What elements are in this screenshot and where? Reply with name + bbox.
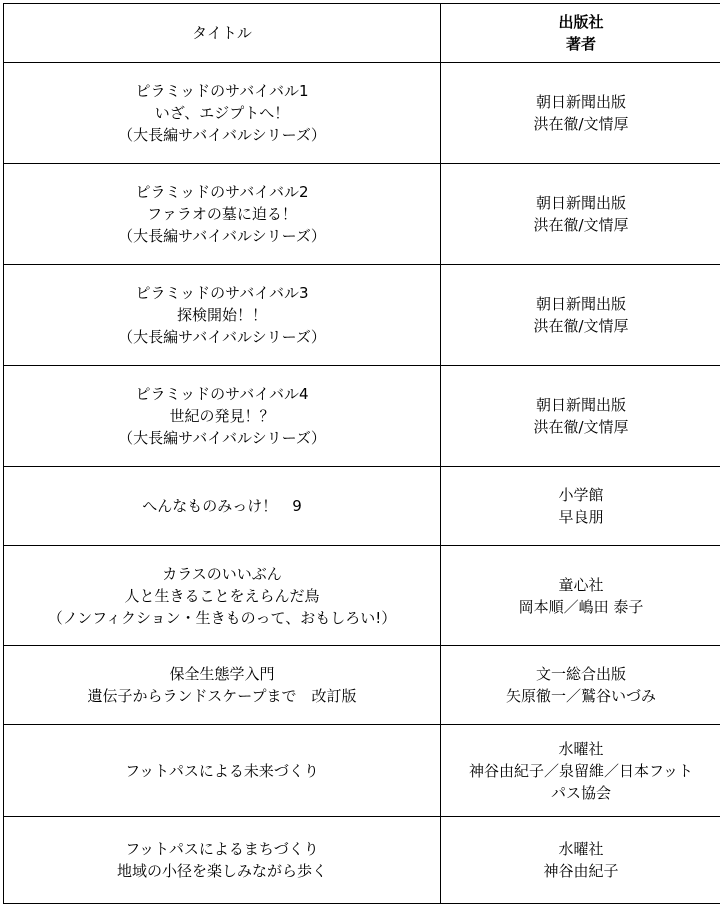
title-line: へんなものみっけ！ 9 <box>142 497 302 515</box>
publisher-author-cell <box>441 817 720 904</box>
title-line: ピラミッドのサバイバル2 <box>135 183 309 201</box>
title-line: ファラオの墓に迫る！ <box>147 205 297 223</box>
title-cell <box>4 265 441 366</box>
title-line: 保全生態学入門 <box>169 665 275 683</box>
table-row <box>4 366 720 467</box>
author-line: 洪在徹/文情厚 <box>533 216 629 234</box>
title-line: いざ、エジプトへ！ <box>154 104 290 122</box>
publisher-author-cell <box>441 164 720 265</box>
table-row <box>4 817 720 904</box>
author-line: パス協会 <box>550 783 611 802</box>
publisher-author-cell <box>441 265 720 366</box>
title-line: （大長編サバイバルシリーズ） <box>118 227 326 245</box>
header-publisher-label: 出版社 <box>558 13 604 31</box>
publisher-author-cell <box>441 546 720 646</box>
title-line: カラスのいいぶん <box>162 564 282 583</box>
publisher-author-cell <box>441 63 720 164</box>
publisher-name: 水曜社 <box>558 739 604 758</box>
title-cell <box>4 366 441 467</box>
title-cell <box>4 467 441 546</box>
title-line: ピラミッドのサバイバル1 <box>135 82 309 100</box>
header-title-cell <box>4 4 441 63</box>
title-line: ピラミッドのサバイバル3 <box>135 284 309 302</box>
header-title-label: タイトル <box>192 24 252 42</box>
title-cell <box>4 63 441 164</box>
table-row <box>4 546 720 646</box>
author-line: 洪在徹/文情厚 <box>533 317 629 335</box>
author-line: 洪在徹/文情厚 <box>533 115 629 133</box>
author-line: 神谷由紀子／泉留維／日本フット <box>469 761 693 780</box>
table-row <box>4 164 720 265</box>
title-line: フットパスによる未来づくり <box>125 761 319 780</box>
publisher-author-cell <box>441 467 720 546</box>
title-cell <box>4 817 441 904</box>
title-line: （大長編サバイバルシリーズ） <box>118 126 326 144</box>
title-cell <box>4 546 441 646</box>
title-cell <box>4 725 441 817</box>
publisher-name: 朝日新聞出版 <box>535 396 626 414</box>
publisher-name: 文一総合出版 <box>535 665 626 683</box>
table-row <box>4 646 720 725</box>
author-line: 神谷由紀子 <box>543 862 619 880</box>
publisher-author-cell <box>441 646 720 725</box>
title-cell <box>4 646 441 725</box>
title-line: フットパスによるまちづくり <box>125 840 319 858</box>
header-author-label: 著者 <box>565 35 596 53</box>
title-line: 探検開始！！ <box>176 306 267 324</box>
header-publisher-cell <box>441 4 720 63</box>
table-row <box>4 63 720 164</box>
title-line: ピラミッドのサバイバル4 <box>135 385 309 403</box>
title-line: 人と生きることをえらんだ鳥 <box>124 586 320 605</box>
title-line: （大長編サバイバルシリーズ） <box>118 429 326 447</box>
publisher-author-cell <box>441 366 720 467</box>
publisher-name: 小学館 <box>558 486 604 504</box>
table-row <box>4 725 720 817</box>
author-line: 洪在徹/文情厚 <box>533 418 629 436</box>
publisher-name: 水曜社 <box>558 840 604 858</box>
book-list-table <box>3 3 720 904</box>
title-line: 遺伝子からランドスケープまで 改訂版 <box>87 687 357 705</box>
title-cell <box>4 164 441 265</box>
title-line: （大長編サバイバルシリーズ） <box>118 328 326 346</box>
title-line: 世紀の発見！？ <box>169 407 275 425</box>
table-row <box>4 265 720 366</box>
publisher-name: 童心社 <box>558 575 604 594</box>
table-header-row <box>4 4 720 63</box>
author-line: 矢原徹一／鷲谷いづみ <box>505 687 656 705</box>
author-line: 岡本順／嶋田 泰子 <box>518 597 644 616</box>
author-line: 早良朋 <box>558 508 604 526</box>
publisher-name: 朝日新聞出版 <box>535 93 626 111</box>
publisher-author-cell <box>441 725 720 817</box>
title-line: （ノンフィクション・生きものって、おもしろい!） <box>47 608 397 627</box>
table-row <box>4 467 720 546</box>
title-line: 地域の小径を楽しみながら歩く <box>116 862 327 880</box>
publisher-name: 朝日新聞出版 <box>535 295 626 313</box>
publisher-name: 朝日新聞出版 <box>535 194 626 212</box>
